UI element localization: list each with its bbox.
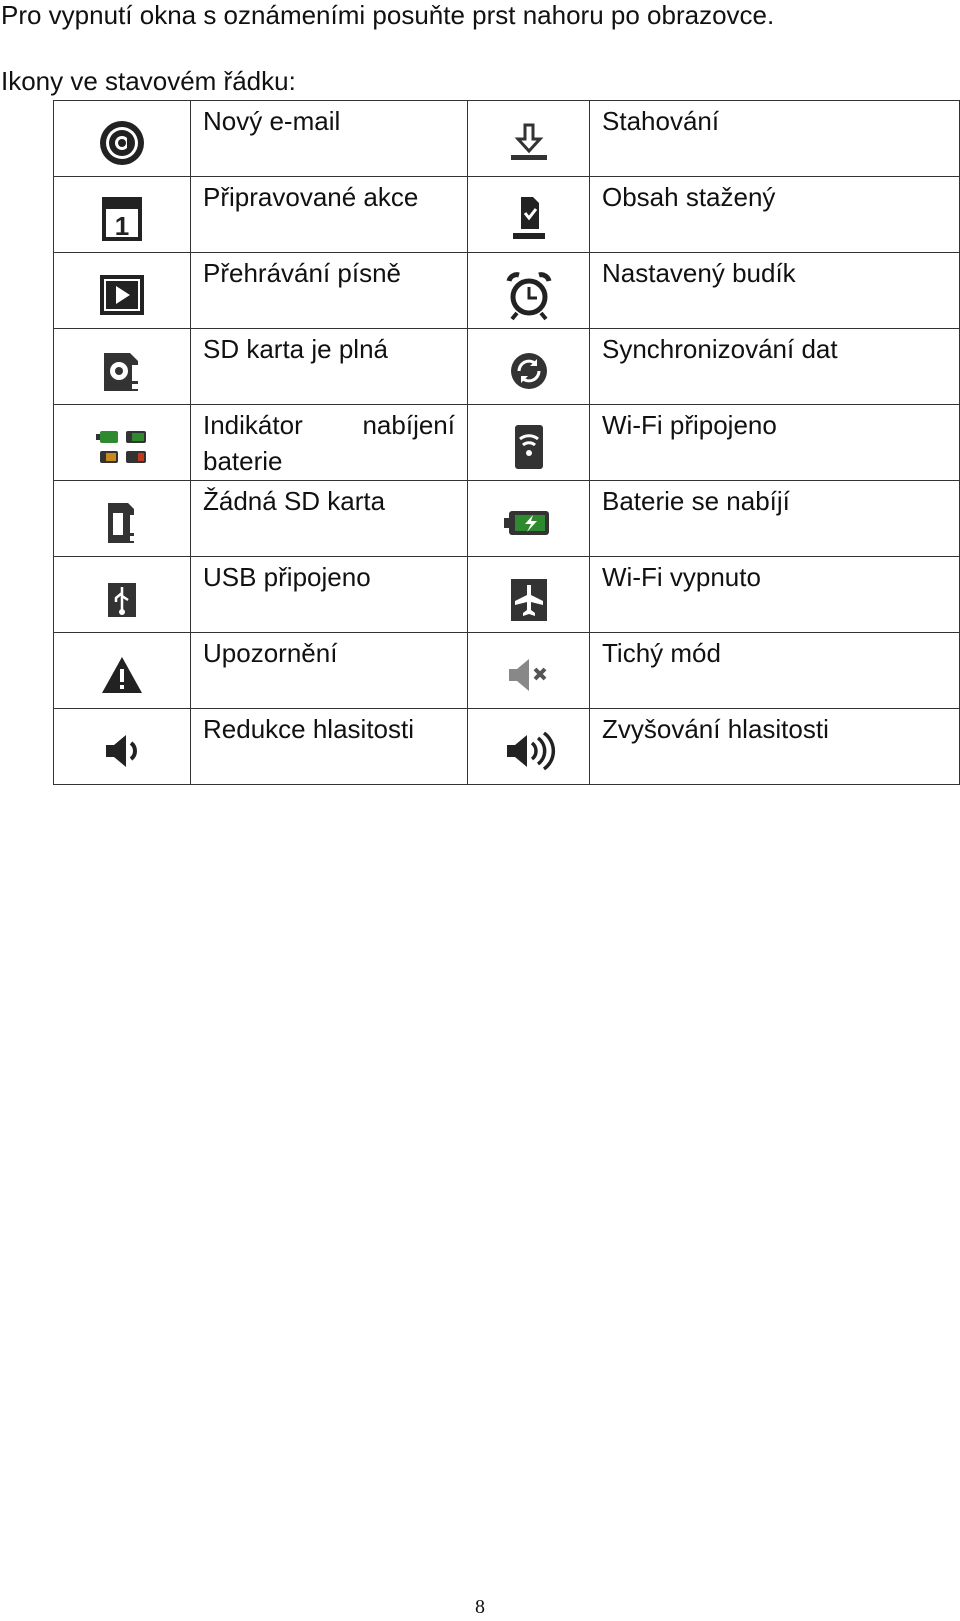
indicator-label-line1: Indikátor nabíjení: [203, 410, 455, 440]
table-row: [54, 633, 960, 709]
usb-icon: [94, 571, 150, 627]
label-cell: Nastavený budík: [590, 253, 960, 329]
download-icon: [501, 115, 557, 171]
table-row: [54, 557, 960, 633]
label-cell: Zvyšování hlasitosti: [590, 709, 960, 785]
warning-icon: [94, 647, 150, 703]
download-complete-icon: [501, 191, 557, 247]
label-cell: Upozornění: [191, 633, 468, 709]
sd-card-full-icon: [94, 343, 150, 399]
no-sd-card-icon: [94, 495, 150, 551]
svg-text:1: 1: [114, 211, 130, 241]
table-row: [54, 405, 960, 481]
indicator-label-line2: baterie: [203, 446, 283, 476]
intro-text: Pro vypnutí okna s oznámeními posuňte prst nahoru po obrazovce.: [1, 0, 775, 30]
table-row: [54, 101, 960, 177]
label-cell: Wi-Fi připojeno: [590, 405, 960, 481]
status-icons-table: [53, 100, 960, 785]
label-cell: Stahování: [590, 101, 960, 177]
table-row: [54, 709, 960, 785]
alarm-clock-icon: [501, 267, 557, 323]
volume-up-icon: [501, 723, 557, 779]
label-cell: USB připojeno: [191, 557, 468, 633]
label-cell: [191, 405, 468, 481]
play-icon: [94, 267, 150, 323]
label-cell: Baterie se nabíjí: [590, 481, 960, 557]
table-row: [54, 481, 960, 557]
page-number: 8: [475, 1596, 485, 1618]
label-cell: Wi-Fi vypnuto: [590, 557, 960, 633]
sync-icon: [501, 343, 557, 399]
label-cell: Redukce hlasitosti: [191, 709, 468, 785]
label-cell: Nový e-mail: [191, 101, 468, 177]
label-cell: Připravované akce: [191, 177, 468, 253]
email-at-icon: [94, 115, 150, 171]
battery-charging-icon: [501, 495, 557, 551]
airplane-mode-icon: [501, 571, 557, 627]
table-row: [54, 329, 960, 405]
label-cell: Obsah stažený: [590, 177, 960, 253]
battery-indicator-icon: [94, 419, 150, 475]
label-cell: Přehrávání písně: [191, 253, 468, 329]
label-cell: Žádná SD karta: [191, 481, 468, 557]
table-row: [54, 253, 960, 329]
table-row: [54, 177, 960, 253]
volume-down-icon: [94, 723, 150, 779]
calendar-icon: [94, 191, 150, 247]
label-cell: Synchronizování dat: [590, 329, 960, 405]
section-heading: Ikony ve stavovém řádku:: [1, 66, 296, 96]
wifi-connected-icon: [501, 419, 557, 475]
label-cell: SD karta je plná: [191, 329, 468, 405]
label-cell: Tichý mód: [590, 633, 960, 709]
speaker-mute-icon: [501, 647, 557, 703]
